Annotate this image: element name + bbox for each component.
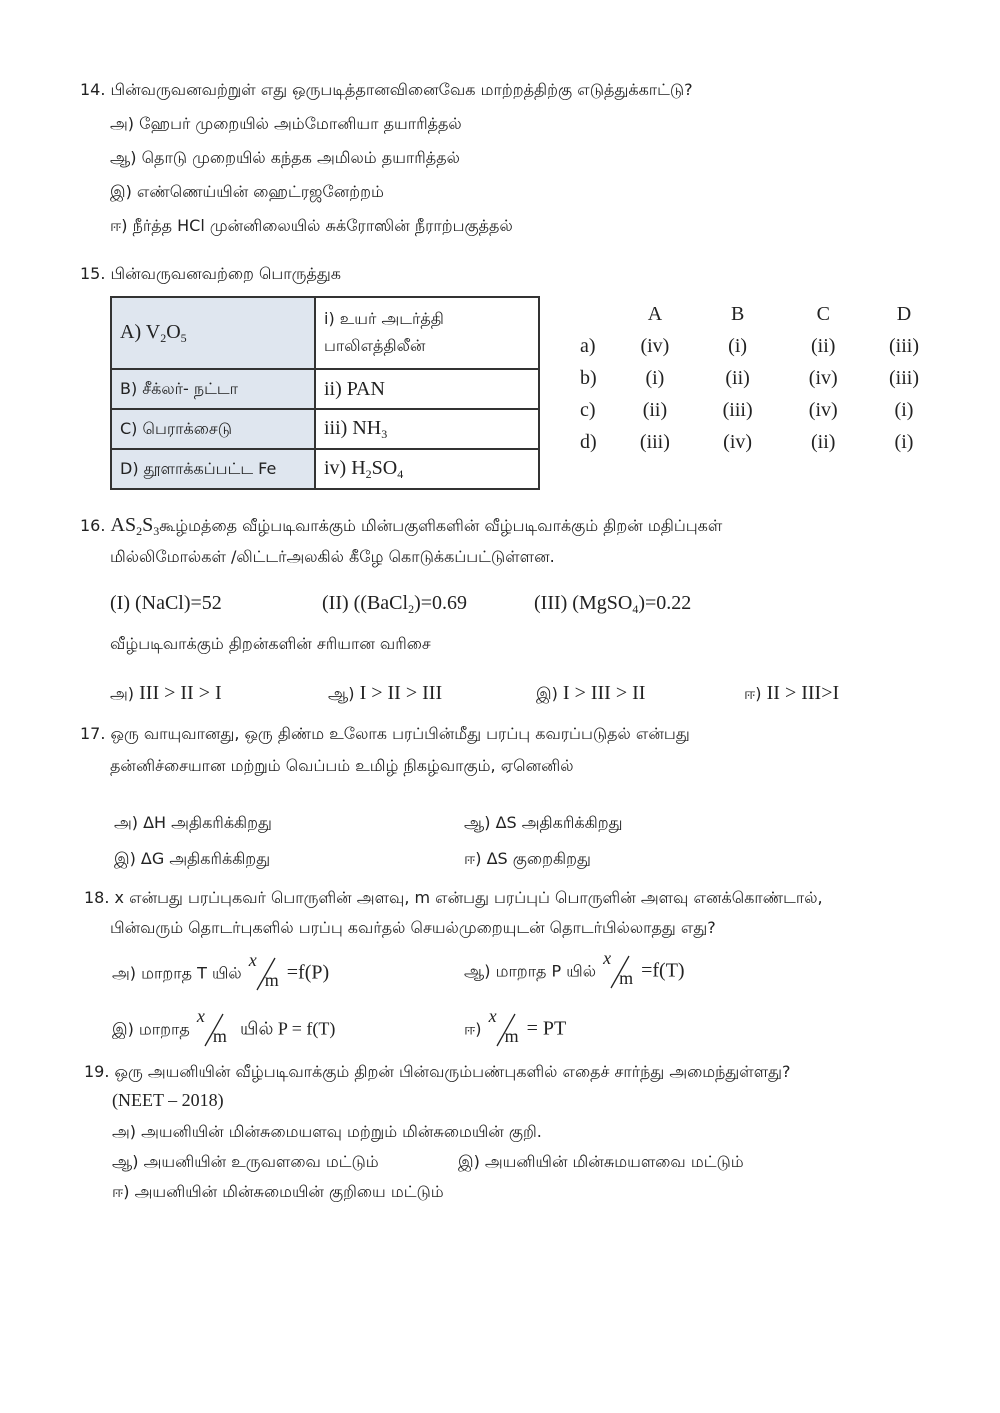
table-row [111,369,539,409]
grid-cell: (iv) [808,398,838,421]
match-left-d: D) தூளாக்கப்பட்ட Fe [111,449,315,489]
x-over-m-fraction: x m [488,1006,519,1046]
q19-option-a: அ) அயனியின் மின்சுமையளவு மற்றும் மின்சுமையின் குறி. [112,1122,542,1141]
q15-match-table [110,296,540,490]
grid-cell: (iv) [640,334,670,357]
x-over-m-fraction: x m [603,948,634,988]
table-row [111,297,539,369]
q16-number: 16. [80,516,106,535]
q17-line1: ஒரு வாயுவானது, ஒரு திண்ம உலோக பரப்பின்மீது பரப்பு கவரப்படுதல் என்பது [110,724,690,743]
grid-header-cell: C [816,302,830,325]
grid-option-row [580,330,940,362]
x-over-m-fraction: x m [196,1006,227,1046]
q17-line2: தன்னிச்சையான மற்றும் வெப்பம் உமிழ் நிகழ்வாகும், ஏனெனில் [110,756,574,775]
match-left-b: B) சீக்லர்- நட்டா [111,369,315,409]
q16-option-c: இ) I > III > II [536,682,646,704]
q18-question [84,888,823,909]
q19-option-c: இ) அயனியின் மின்சுமயளவை மட்டும் [458,1152,744,1171]
match-right-iii: iii) $NH_3$ [315,409,539,449]
q16-value-mgso4: (III) (MgSO$_4$)=0.22 [534,592,692,616]
q15-text: பின்வருவனவற்றை பொருத்துக [110,264,342,283]
q16-formula: $AS_2S_3$ [110,514,160,538]
grid-row-label: b) [580,366,597,389]
grid-cell: (iii) [722,398,753,421]
q16-value-bacl2: (II) ((BaCl$_2$)=0.69 [322,592,468,616]
match-left-c: C) பெராக்சைடு [111,409,315,449]
q18-option-d: ஈ) x m = PT [464,1010,566,1050]
q19-option-b: ஆ) அயனியின் உருவளவை மட்டும் [112,1152,379,1171]
match-right-i: i) உயர் அடர்த்தி பாலிஎத்திலீன் [315,297,539,369]
q17-number: 17. [80,724,106,743]
q19-number: 19. [84,1062,110,1081]
grid-cell: (ii) [811,334,836,357]
q18-line2: பின்வரும் தொடர்புகளில் பரப்பு கவர்தல் செயல்முறையுடன் தொடர்பில்லாதது எது? [110,918,716,937]
q17-question [80,724,690,745]
grid-cell: (i) [894,430,914,453]
x-over-m-fraction: x m [248,950,279,990]
q17-option-b: ஆ) ΔS அதிகரிக்கிறது [464,813,623,832]
q16-text-line1: கூழ்மத்தை வீழ்படிவாக்கும் மின்பகுளிகளின் வீழ்படிவாக்கும் திறன் மதிப்புகள் [159,516,723,535]
q19-neet-tag: (NEET – 2018) [112,1090,224,1110]
q16-text-line2: மில்லிமோல்கள் /லிட்டர்அலகில் கீழே கொடுக்கப்பட்டுள்ளன. [110,547,555,566]
q14-option-a: அ) ஹேபர் முறையில் அம்மோனியா தயாரித்தல் [110,114,462,133]
grid-cell: (ii) [725,366,750,389]
grid-header-cell: B [730,302,745,325]
grid-option-row [580,394,940,426]
q16-order-text: வீழ்படிவாக்கும் திறன்களின் சரியான வரிசை [110,634,431,653]
q16-option-a: அ) III > II > I [110,682,222,704]
grid-cell: (ii) [811,430,836,453]
q16-value-nacl: (I) (NaCl)=52 [110,592,222,614]
grid-cell: (iii) [889,366,919,389]
q14-option-d: ஈ) நீர்த்த HCl முன்னிலையில் சுக்ரோஸின் நீராற்பகுத்தல் [110,216,513,235]
table-row [111,449,539,489]
grid-row-label: a) [580,334,596,357]
q16-option-d: ஈ) II > III>I [744,682,840,704]
q14-option-c: இ) எண்ணெய்யின் ஹைட்ரஜனேற்றம் [110,182,384,201]
grid-cell: (iii) [889,334,919,357]
grid-cell: (i) [894,398,914,421]
q18-number: 18. [84,888,110,907]
match-right-ii: ii) PAN [315,369,539,409]
grid-header-cell: A [647,302,663,325]
q14-option-b: ஆ) தொடு முறையில் கந்தக அமிலம் தயாரித்தல் [110,148,460,167]
grid-row-label: d) [580,430,597,453]
grid-cell: (ii) [642,398,668,421]
grid-cell: (iv) [723,430,753,453]
q15-number: 15. [80,264,106,283]
match-left-a: A) $V_2O_5$ [111,297,315,369]
q16-question-line1 [80,514,722,539]
q18-option-b: ஆ) மாறாத P யில் x m =f(T) [464,952,685,992]
q17-option-c: இ) ΔG அதிகரிக்கிறது [114,849,271,868]
grid-cell: (iv) [808,366,838,389]
grid-header-row [580,298,940,330]
q19-question [84,1062,791,1083]
q17-option-a: அ) ΔH அதிகரிக்கிறது [114,813,272,832]
grid-row-label: c) [580,398,596,421]
q19-option-d: ஈ) அயனியின் மின்சுமையின் குறியை மட்டும் [112,1182,444,1201]
q17-option-d: ஈ) ΔS குறைகிறது [464,849,591,868]
grid-option-row [580,362,940,394]
table-row [111,409,539,449]
grid-header-cell: D [896,302,912,325]
q18-line1: x என்பது பரப்புகவர் பொருளின் அளவு, m என்பது பரப்புப் பொருளின் அளவு எனக்கொண்டால், [114,888,823,907]
q15-question [80,264,341,285]
grid-option-row [580,426,940,458]
q18-option-c: இ) மாறாத x m யில் P = f(T) [112,1010,335,1050]
match-right-iv: iv) $H_2SO_4$ [315,449,539,489]
q15-answer-grid [580,298,940,458]
q16-option-b: ஆ) I > II > III [328,682,443,704]
q19-line1: ஒரு அயனியின் வீழ்படிவாக்கும் திறன் பின்வரும்பண்புகளில் எதைச் சார்ந்து அமைந்துள்ளது? [114,1062,791,1081]
q18-option-a: அ) மாறாத T யில் x m =f(P) [112,954,329,994]
grid-cell: (i) [645,366,665,389]
grid-cell: (i) [728,334,748,357]
q14-text: பின்வருவனவற்றுள் எது ஒருபடித்தானவினைவேக மாற்றத்திற்கு எடுத்துக்காட்டு? [110,80,693,99]
grid-cell: (iii) [639,430,670,453]
q14-number: 14. [80,80,106,99]
q14-question [80,80,693,101]
